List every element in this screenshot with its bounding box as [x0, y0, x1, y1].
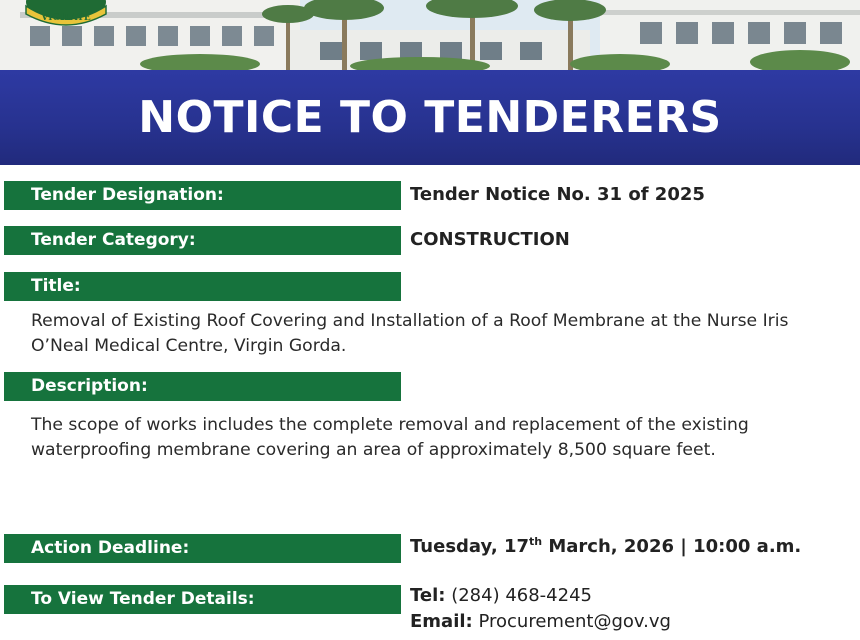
header-photo — [0, 0, 860, 70]
title-label: Title: — [4, 272, 401, 301]
deadline-date-rest: March, 2026 — [542, 536, 674, 557]
designation-label: Tender Designation: — [4, 181, 401, 210]
email-link[interactable]: Procurement@gov.vg — [472, 611, 671, 632]
deadline-date-prefix: Tuesday, 17 — [410, 536, 530, 557]
tel-value[interactable]: (284) 468-4245 — [445, 585, 592, 606]
category-value: CONSTRUCTION — [410, 229, 570, 250]
tel-label: Tel: — [410, 585, 446, 606]
view-details-label: To View Tender Details: — [4, 585, 401, 614]
category-label: Tender Category: — [4, 226, 401, 255]
title-banner — [0, 70, 860, 165]
crest-logo — [20, 0, 112, 26]
description-label: Description: — [4, 372, 401, 401]
deadline-date-suffix: th — [529, 535, 543, 548]
page-title: NOTICE TO TENDERERS — [138, 92, 722, 143]
email-line — [410, 611, 671, 632]
deadline-value — [410, 535, 801, 557]
tel-line — [410, 585, 592, 606]
designation-value: Tender Notice No. 31 of 2025 — [410, 184, 705, 205]
building-photo — [0, 0, 860, 70]
deadline-time: 10:00 a.m. — [693, 536, 802, 557]
deadline-separator: | — [674, 536, 694, 557]
deadline-label: Action Deadline: — [4, 534, 401, 563]
title-text: Removal of Existing Roof Covering and Installation of a Roof Membrane at the Nurse Iris O’Neal Medical Centre, Virgin Gorda. — [31, 311, 789, 356]
email-label: Email: — [410, 611, 473, 632]
crest-motto: VIGILATE — [41, 13, 91, 23]
description-text: The scope of works includes the complete removal and replacement of the existing waterproofing membrane covering an area of approximately 8,500 square feet. — [31, 415, 749, 460]
